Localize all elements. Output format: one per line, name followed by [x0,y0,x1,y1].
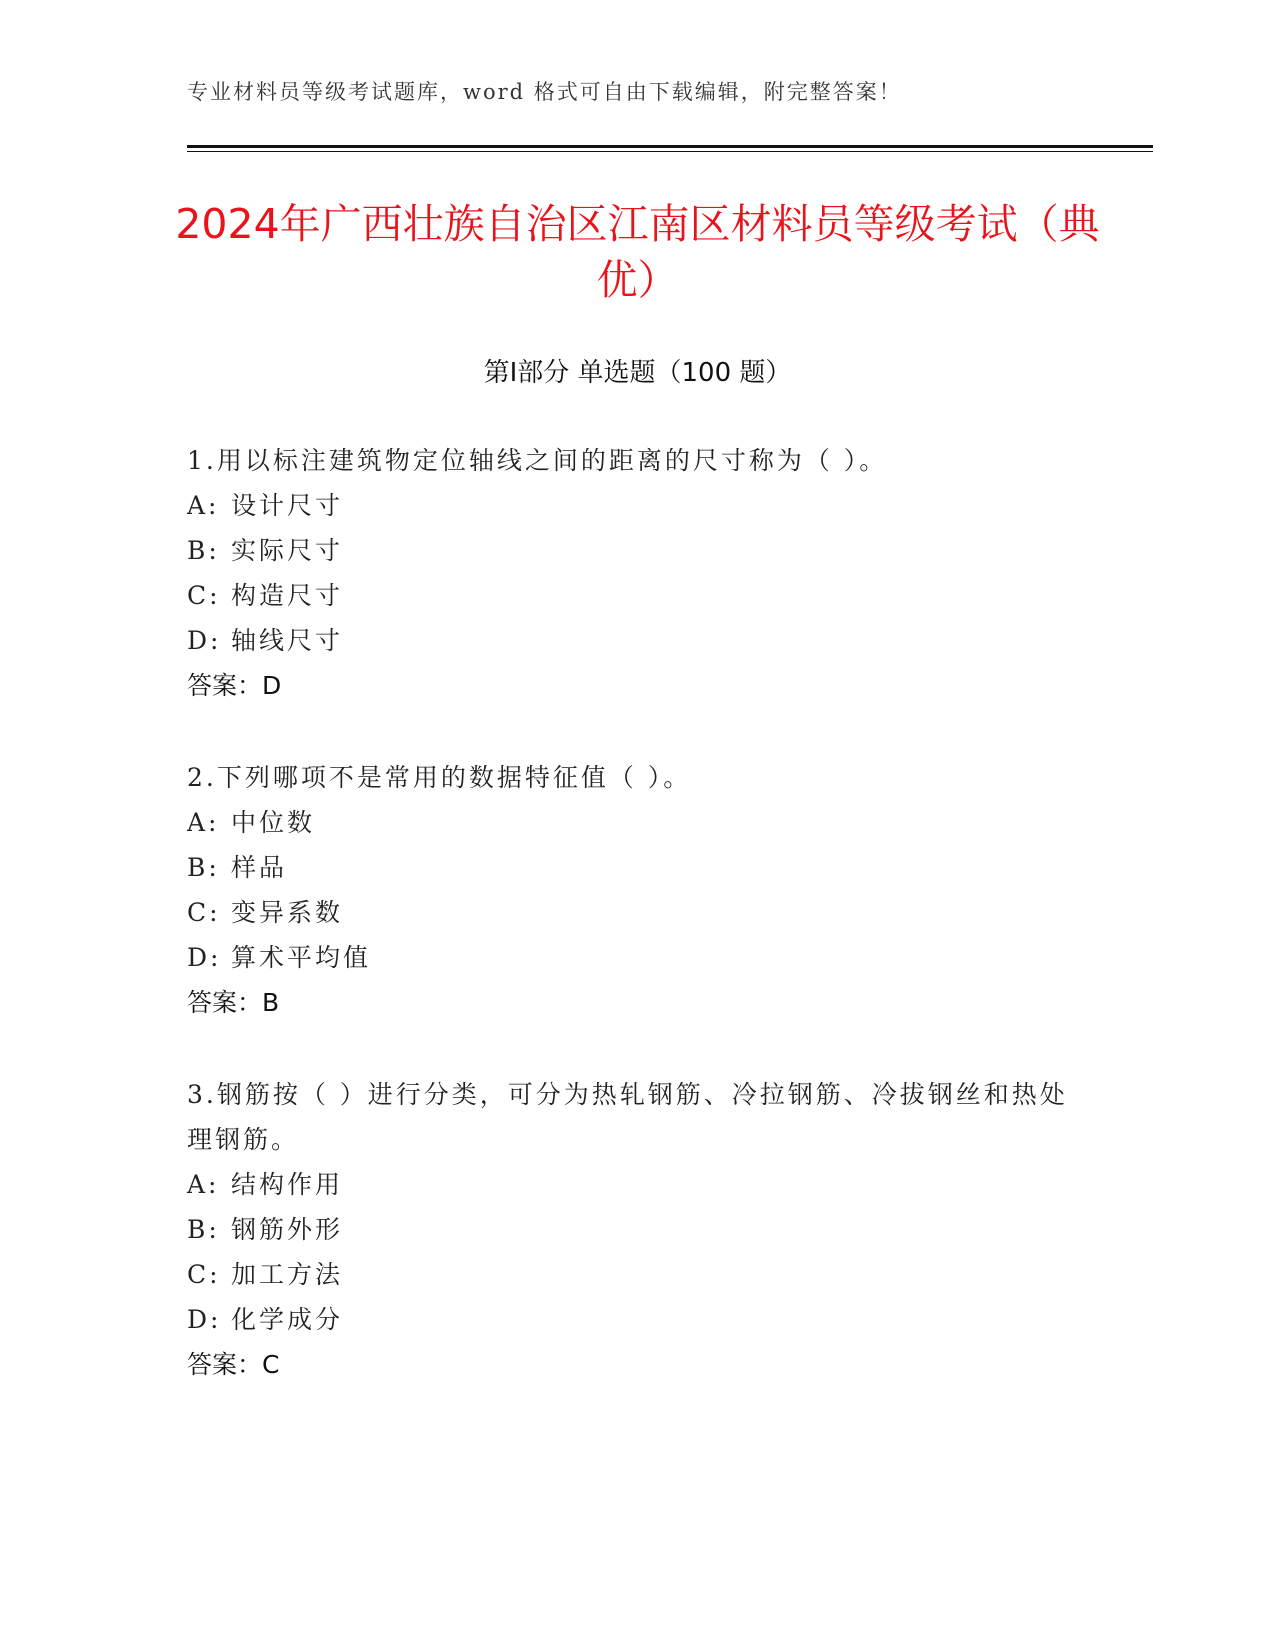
option-text: 结构作用 [231,1170,344,1199]
option-letter: B: [187,1215,220,1244]
header-note: 专业材料员等级考试题库，word 格式可自由下载编辑，附完整答案！ [187,80,902,104]
answer-label: 答案： [187,988,263,1017]
option-text: 算术平均值 [231,943,372,972]
option-b [187,1207,1087,1252]
question-stem: 1.用以标注建筑物定位轴线之间的距离的尺寸称为（ ）。 [187,446,888,475]
option-letter: B: [187,536,220,565]
option-c [187,890,1087,935]
option-text: 设计尺寸 [231,491,344,520]
question-stem: 3.钢筋按（ ）进行分类，可分为热轧钢筋、冷拉钢筋、冷拔钢丝和热处理钢筋。 [187,1080,1068,1154]
option-letter: D: [187,1305,222,1334]
option-letter: A: [187,491,220,520]
answer-line [187,980,1087,1025]
option-text: 中位数 [231,808,316,837]
option-text: 轴线尺寸 [231,626,344,655]
header-rule-thin [187,151,1153,152]
option-letter: C: [187,1260,221,1289]
option-a [187,1162,1087,1207]
option-letter: B: [187,853,220,882]
question-stem: 2.下列哪项不是常用的数据特征值（ ）。 [187,763,692,792]
option-letter: A: [187,808,220,837]
option-d [187,935,1087,980]
option-letter: D: [187,626,222,655]
answer-value: C [262,1350,280,1379]
option-d [187,618,1087,663]
answer-label: 答案： [187,671,263,700]
option-text: 加工方法 [231,1260,344,1289]
option-c [187,573,1087,618]
option-text: 变异系数 [231,898,344,927]
answer-value: B [262,988,280,1017]
option-letter: C: [187,581,221,610]
option-text: 钢筋外形 [231,1215,344,1244]
option-b [187,845,1087,890]
answer-value: D [262,671,282,700]
option-letter: D: [187,943,222,972]
question-2 [187,755,1087,1025]
option-text: 化学成分 [231,1305,344,1334]
question-list [187,438,1087,1434]
answer-line [187,1342,1087,1387]
option-c [187,1252,1087,1297]
document-title: 2024年广西壮族自治区江南区材料员等级考试（典优） [175,200,1100,304]
question-1 [187,438,1087,708]
option-a [187,483,1087,528]
option-text: 实际尺寸 [231,536,344,565]
answer-label: 答案： [187,1350,263,1379]
option-letter: C: [187,898,221,927]
section-title: 第Ⅰ部分 单选题（100 题） [483,358,792,388]
option-text: 样品 [231,853,288,882]
option-b [187,528,1087,573]
option-d [187,1297,1087,1342]
question-3 [187,1072,1087,1387]
header-rule-thick [187,145,1153,148]
option-a [187,800,1087,845]
option-text: 构造尺寸 [231,581,344,610]
answer-line [187,663,1087,708]
option-letter: A: [187,1170,220,1199]
